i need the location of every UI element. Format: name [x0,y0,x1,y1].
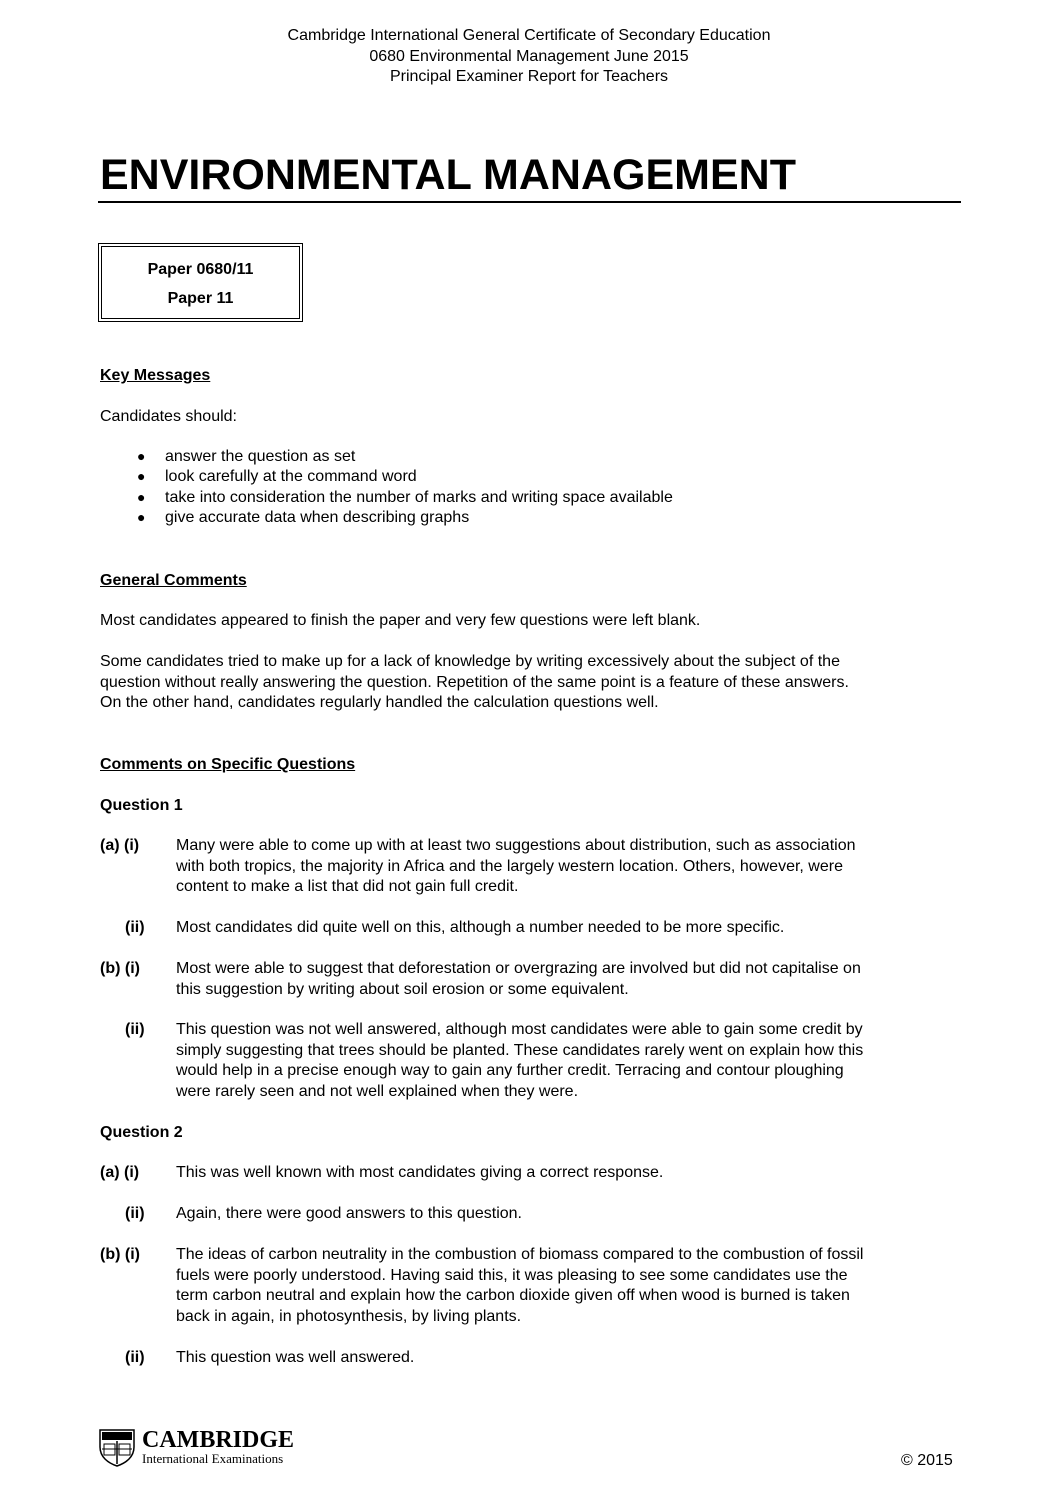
header-line-3: Principal Examiner Report for Teachers [389,68,669,85]
logo-name: CAMBRIDGE [142,1427,295,1453]
q1-a-ii-label: (ii) [125,919,145,936]
q1-b-ii-text: This question was not well answered, although most candidates were able to gain some credit by simply suggesting that trees should be planted. These candidates rarely went on explain how this would help in a precise enough way to gain any further credit. Terracing and contour ploughing were rarely seen and not well explained when they were. [176,1021,864,1100]
paper-number: Paper 11 [167,290,234,307]
paper-code: Paper 0680/11 [147,261,254,278]
q1-a-i-text: Many were able to come up with at least two suggestions about distribution, such as association with both tropics, the majority in Africa and the largely western location. Others, however, were content to make a list that did not gain full credit. [176,837,856,895]
key-messages-intro: Candidates should: [100,408,237,425]
header-line-1: Cambridge International General Certificate of Secondary Education [287,27,771,44]
q2-b-ii-text: This question was well answered. [176,1349,415,1366]
cambridge-logo [98,1427,318,1467]
q2-b-ii-label: (ii) [125,1349,145,1366]
q2-a-i-label: (a) (i) [100,1164,140,1181]
bullet-icon: ● [137,509,146,525]
bullet-icon: ● [137,468,146,484]
q2-a-i-text: This was well known with most candidates giving a correct response. [176,1164,664,1181]
paper-box-inner [101,246,300,319]
q2-b-i-text: The ideas of carbon neutrality in the combustion of biomass compared to the combustion of fossil fuels were poorly understood. Having said this, it was pleasing to see some candidates use the term carbon neutral and explain how the carbon dioxide given off when wood is burned is taken back in again, in photosynthesis, by living plants. [176,1246,864,1325]
paper-box [98,243,303,322]
q2-a-ii-text: Again, there were good answers to this question. [176,1205,522,1222]
general-comments-para-1: Most candidates appeared to finish the paper and very few questions were left blank. [100,612,701,629]
q1-b-i-label: (b) (i) [100,960,140,977]
document-header [0,26,1058,88]
crest-icon [98,1427,318,1467]
specific-questions-heading: Comments on Specific Questions [100,756,356,773]
bullet-icon: ● [137,489,146,505]
q1-a-i-label: (a) (i) [100,837,140,854]
question-1-heading: Question 1 [100,797,183,814]
general-comments-para-2: Some candidates tried to make up for a lack of knowledge by writing excessively about the subject of the question without really answering the question. Repetition of the same point is a feature of these answers. On the other hand, candidates regularly handled the calculation questions well. [100,653,849,711]
logo-subtitle: International Examinations [142,1451,284,1466]
q2-a-ii-label: (ii) [125,1205,145,1222]
title-rule [98,201,961,203]
q1-a-ii-text: Most candidates did quite well on this, although a number needed to be more specific. [176,919,785,936]
header-line-2: 0680 Environmental Management June 2015 [369,47,689,65]
q1-b-ii-label: (ii) [125,1021,145,1038]
copyright: © 2015 [901,1452,953,1469]
page-title: ENVIRONMENTAL MANAGEMENT [100,151,796,199]
q1-b-i-text: Most were able to suggest that deforestation or overgrazing are involved but did not capitalise on this suggestion by writing about soil erosion or some equivalent. [176,960,861,998]
bullet-icon: ● [137,448,146,464]
q2-b-i-label: (b) (i) [100,1246,140,1263]
key-messages-heading: Key Messages [100,367,211,384]
general-comments-heading: General Comments [100,572,247,589]
question-2-heading: Question 2 [100,1124,183,1141]
